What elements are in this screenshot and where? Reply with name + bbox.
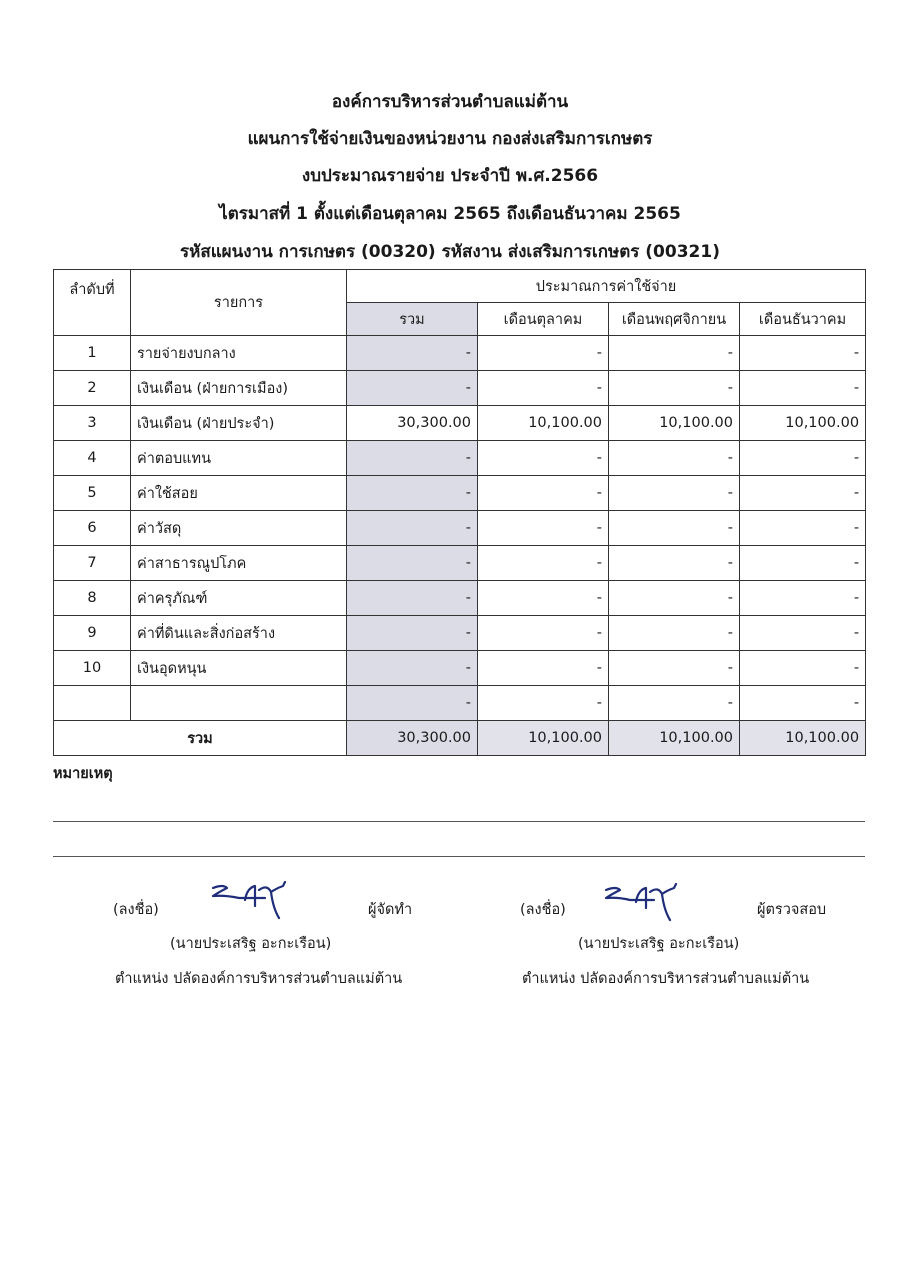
remark-line xyxy=(53,856,865,857)
table-row xyxy=(54,546,866,581)
row-item: ค่าที่ดินและสิ่งก่อสร้าง xyxy=(131,616,347,651)
row-oct: - xyxy=(478,616,609,651)
row-no: 5 xyxy=(54,476,131,511)
total-row xyxy=(54,721,866,756)
row-oct: - xyxy=(478,581,609,616)
row-oct: - xyxy=(478,336,609,371)
table-row xyxy=(54,336,866,371)
row-dec: - xyxy=(740,476,866,511)
table-row xyxy=(54,686,866,721)
plan-title: แผนการใช้จ่ายเงินของหน่วยงาน กองส่งเสริมการเกษตร xyxy=(247,129,653,149)
header-no: ลำดับที่ xyxy=(54,270,131,336)
left-role: ผู้จัดทำ xyxy=(368,902,413,918)
left-name: (นายประเสริฐ อะกะเรือน) xyxy=(170,936,332,952)
row-no xyxy=(54,686,131,721)
header-month-oct: เดือนตุลาคม xyxy=(478,303,609,336)
right-name: (นายประเสริฐ อะกะเรือน) xyxy=(578,936,740,952)
row-item: ค่าตอบแทน xyxy=(131,441,347,476)
right-position: ตำแหน่ง ปลัดองค์การบริหารส่วนตำบลแม่ต้าน xyxy=(522,971,810,987)
row-dec: - xyxy=(740,441,866,476)
row-total: - xyxy=(347,686,478,721)
row-total: - xyxy=(347,371,478,406)
row-dec: - xyxy=(740,546,866,581)
table-row xyxy=(54,581,866,616)
row-dec: - xyxy=(740,686,866,721)
remark-line xyxy=(53,821,865,822)
row-no: 4 xyxy=(54,441,131,476)
table-row xyxy=(54,476,866,511)
org-title: องค์การบริหารส่วนตำบลแม่ต้าน xyxy=(331,92,569,112)
row-no: 3 xyxy=(54,406,131,441)
row-nov: - xyxy=(609,511,740,546)
row-nov: - xyxy=(609,546,740,581)
left-position: ตำแหน่ง ปลัดองค์การบริหารส่วนตำบลแม่ต้าน xyxy=(115,971,403,987)
table-row xyxy=(54,651,866,686)
row-item: ค่าวัสดุ xyxy=(131,511,347,546)
row-total: - xyxy=(347,441,478,476)
left-signature-image xyxy=(205,878,300,923)
row-item: เงินอุดหนุน xyxy=(131,651,347,686)
header-month-nov: เดือนพฤศจิกายน xyxy=(609,303,740,336)
total-label: รวม xyxy=(54,721,347,756)
table-row xyxy=(54,406,866,441)
row-no: 6 xyxy=(54,511,131,546)
row-item xyxy=(131,686,347,721)
row-no: 7 xyxy=(54,546,131,581)
header-item: รายการ xyxy=(131,270,347,336)
row-oct: - xyxy=(478,651,609,686)
row-nov: - xyxy=(609,616,740,651)
row-total: - xyxy=(347,476,478,511)
row-nov: - xyxy=(609,651,740,686)
row-oct: - xyxy=(478,686,609,721)
row-no: 10 xyxy=(54,651,131,686)
table-row xyxy=(54,511,866,546)
row-dec: - xyxy=(740,581,866,616)
row-total: - xyxy=(347,651,478,686)
row-oct: - xyxy=(478,371,609,406)
row-nov: - xyxy=(609,371,740,406)
row-no: 2 xyxy=(54,371,131,406)
row-dec: - xyxy=(740,511,866,546)
row-oct: 10,100.00 xyxy=(478,406,609,441)
row-nov: - xyxy=(609,441,740,476)
left-sign-label: (ลงชื่อ) xyxy=(113,902,159,918)
row-item: ค่าสาธารณูปโภค xyxy=(131,546,347,581)
table-row xyxy=(54,371,866,406)
row-dec: - xyxy=(740,651,866,686)
row-oct: - xyxy=(478,476,609,511)
right-role: ผู้ตรวจสอบ xyxy=(757,902,827,918)
row-nov: - xyxy=(609,686,740,721)
total-sum: 30,300.00 xyxy=(347,721,478,756)
total-dec: 10,100.00 xyxy=(740,721,866,756)
row-item: ค่าใช้สอย xyxy=(131,476,347,511)
header-budget-group: ประมาณการค่าใช้จ่าย xyxy=(347,270,866,303)
row-total: - xyxy=(347,616,478,651)
quarter-range: ไตรมาสที่ 1 ตั้งแต่เดือนตุลาคม 2565 ถึงเดือนธันวาคม 2565 xyxy=(219,204,681,224)
row-total: - xyxy=(347,336,478,371)
row-dec: - xyxy=(740,616,866,651)
row-total: - xyxy=(347,581,478,616)
table-row xyxy=(54,441,866,476)
row-oct: - xyxy=(478,441,609,476)
budget-year: งบประมาณรายจ่าย ประจำปี พ.ศ.2566 xyxy=(301,166,599,186)
row-dec: - xyxy=(740,336,866,371)
row-item: รายจ่ายงบกลาง xyxy=(131,336,347,371)
row-item: เงินเดือน (ฝ่ายประจำ) xyxy=(131,406,347,441)
row-total: 30,300.00 xyxy=(347,406,478,441)
row-nov: 10,100.00 xyxy=(609,406,740,441)
header-month-dec: เดือนธันวาคม xyxy=(740,303,866,336)
right-signature-image xyxy=(600,880,695,925)
row-nov: - xyxy=(609,336,740,371)
total-oct: 10,100.00 xyxy=(478,721,609,756)
row-oct: - xyxy=(478,546,609,581)
row-total: - xyxy=(347,511,478,546)
table-row xyxy=(54,616,866,651)
row-item: ค่าครุภัณฑ์ xyxy=(131,581,347,616)
row-dec: 10,100.00 xyxy=(740,406,866,441)
header-total: รวม xyxy=(347,303,478,336)
row-total: - xyxy=(347,546,478,581)
plan-codes: รหัสแผนงาน การเกษตร (00320) รหัสงาน ส่งเสริมการเกษตร (00321) xyxy=(180,242,720,262)
row-no: 9 xyxy=(54,616,131,651)
total-nov: 10,100.00 xyxy=(609,721,740,756)
row-nov: - xyxy=(609,581,740,616)
row-no: 1 xyxy=(54,336,131,371)
right-sign-label: (ลงชื่อ) xyxy=(520,902,566,918)
row-item: เงินเดือน (ฝ่ายการเมือง) xyxy=(131,371,347,406)
row-nov: - xyxy=(609,476,740,511)
row-oct: - xyxy=(478,511,609,546)
row-dec: - xyxy=(740,371,866,406)
remark-label: หมายเหตุ xyxy=(53,766,113,782)
budget-table xyxy=(53,269,866,756)
row-no: 8 xyxy=(54,581,131,616)
